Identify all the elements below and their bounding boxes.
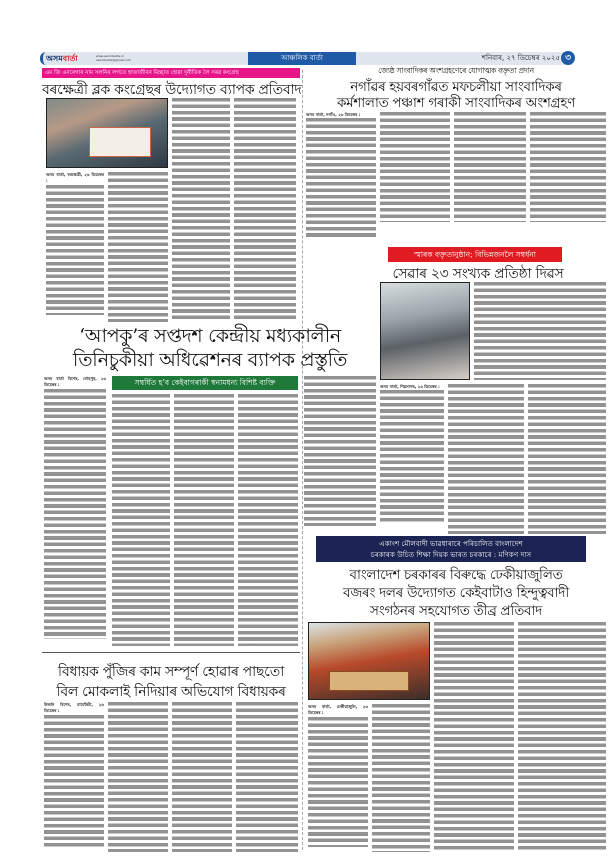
article-body-col2 (108, 172, 168, 322)
issue-date: শনিবাৰ, ২৭ ডিচেম্বৰ ২০২৫ (481, 54, 560, 62)
logo-accent: বাৰ্তা (62, 54, 78, 63)
subhead-apaku: সম্বৰ্ধিত হ’ব কেইবাগৰাকী স্বনামধন্য বিশিষ্ট ব্যক্তি (112, 376, 298, 390)
dateline: উজনি বিশেষ, মাৰ্ঘেৰিটা, ২৬ ডিচেম্বৰ : (44, 702, 104, 714)
article-body-col5 (304, 376, 376, 526)
divider (42, 652, 300, 653)
quote-line: একাংশ মৌলবাদী ভাৱধাৰাৰে পৰিচালিত বাংলাদেশ (379, 539, 523, 548)
article-body-col4 (530, 112, 606, 222)
article-body-mla-col1 (44, 702, 104, 852)
ceremony-photo (380, 282, 470, 380)
contact-info (96, 54, 131, 62)
newspaper-logo[interactable] (46, 52, 78, 65)
article-body-col3 (518, 622, 606, 852)
kicker-nagaon: জ্যেষ্ঠ সাংবাদিকৰ অংশগ্ৰহণেৰে যোগাত্মক বক্তৃতা প্ৰদান (378, 66, 534, 75)
article-body-col3 (528, 384, 606, 534)
headline-mla-line1[interactable]: বিধায়ক পুঁজিৰ কাম সম্পূৰ্ণ হোৱাৰ পাছতো (57, 664, 285, 680)
headline-mla-line2[interactable]: বিল মোকলাই নিদিয়াৰ অভিযোগ বিধায়কৰ (56, 684, 286, 700)
label-sewa: স্মাৰক বক্তৃতানুষ্ঠান; বিভিন্নজনলৈ সম্বৰ্ধনা (388, 247, 562, 262)
contact-line: www.asombarta.in (96, 54, 124, 58)
dateline: অসম বাৰ্তা, নগাঁও, ২৬ ডিচেম্বৰ : (306, 112, 361, 117)
article-body-col4 (236, 702, 298, 852)
headline-apaku-line1[interactable]: ‘আপকু’ৰ সপ্তদশ কেন্দ্ৰীয় মধ্যকালীন (79, 325, 341, 347)
headline-borkhetri[interactable]: বৰক্ষেত্ৰী ব্লক কংগ্ৰেছৰ উদ্যোগত ব্যাপক প্ৰতিবাদ (42, 82, 302, 98)
article-body-col2 (380, 112, 450, 222)
article-body-col3 (172, 702, 232, 852)
article-body-col2 (448, 384, 524, 534)
news-strip: এম জি এনৰেগাৰ নাম সলনিৰ লগতে হাজাজীবন মিচ্ছাত হোৱা দুৰ্নীতিক লৈ সৰৱ কংগ্ৰেছ (42, 68, 300, 78)
rally-photo (308, 622, 430, 700)
headline-apaku-line2[interactable]: তিনিচুকীয়া অধিৱেশনৰ ব্যাপক প্ৰস্তুতি (72, 349, 348, 371)
protest-photo (46, 98, 168, 168)
article-body-bangladesh-col2 (434, 622, 514, 852)
contact-line: asombarta@gmail.com (96, 58, 131, 62)
quote-box-bangladesh (316, 536, 586, 562)
headline-bangladesh-line2[interactable]: বজৰং দলৰ উদ্যোগত কেইবাটাও হিন্দুত্ববাদী (343, 585, 569, 601)
article-body-apaku-col1 (44, 376, 106, 646)
quote-line: চৰকাৰক উচিত শিক্ষা দিয়ক ভাৰত চৰকাৰে : মণিকণ দাস (370, 550, 532, 559)
headline-nagaon-line2[interactable]: কৰ্মশালাত পঞ্চাশ গৰাকী সাংবাদিকৰ অংশগ্ৰহণ (336, 95, 576, 111)
headline-bangladesh-line3[interactable]: সংগঠনৰ সহযোগত তীব্ৰ প্ৰতিবাদ (370, 603, 542, 619)
headline-nagaon-line1[interactable]: নগাঁৱৰ হয়বৰগাঁৱত মফচলীয়া সাংবাদিকৰ (350, 79, 562, 95)
dateline: অসম বাৰ্তা, ঢেকীয়াজুলি, ২৬ ডিচেম্বৰ : (308, 704, 368, 716)
article-body-col3 (172, 98, 230, 322)
article-body-col1 (308, 704, 368, 852)
column-divider (302, 70, 303, 850)
page-number: ৩ (561, 51, 575, 65)
article-body-col3 (454, 112, 526, 222)
logo-main: অসম (46, 54, 63, 63)
article-body-col2 (112, 394, 170, 646)
article-body-sewa-right (474, 282, 606, 380)
dateline: অসম বাৰ্তা, শিৱসাগৰ, ২৬ ডিচেম্বৰ : (380, 384, 440, 389)
article-body-col4 (234, 98, 296, 322)
article-body-col3 (174, 394, 234, 646)
article-body-col4 (238, 394, 298, 646)
dateline: অসম বাৰ্তা, বৰক্ষেত্ৰী, ২৬ ডিচেম্বৰ : (46, 172, 104, 184)
article-body-sewa-col1 (380, 384, 444, 534)
headline-sewa[interactable]: সেৱাৰ ২৩ সংখ্যক প্ৰতিষ্ঠা দিৱস (392, 266, 564, 282)
article-body-col2 (108, 702, 168, 852)
section-title: আঞ্চলিক বাৰ্তা (248, 52, 356, 65)
dateline: অসম বাৰ্তা বিশেষ, গোহপুৰ, ২৬ ডিচেম্বৰ : (44, 376, 106, 388)
article-body-col4 (372, 704, 430, 852)
headline-bangladesh-line1[interactable]: বাংলাদেশ চৰকাৰৰ বিৰুদ্ধে ঢেকীয়াজুলিত (349, 567, 563, 583)
article-body-nagaon-col1 (306, 112, 376, 252)
article-body-borkhetri-col1 (46, 172, 104, 322)
